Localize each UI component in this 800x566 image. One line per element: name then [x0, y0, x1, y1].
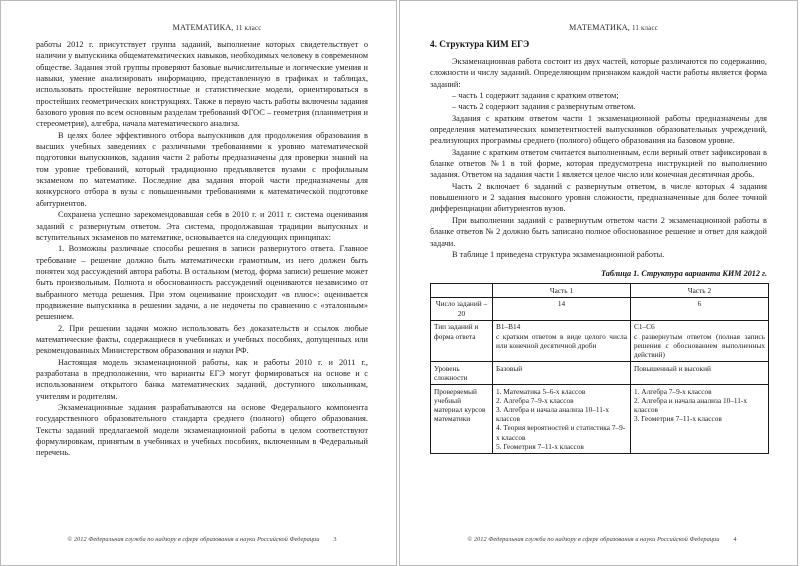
paragraph: В целях более эффективного отбора выпускников для продолжения образования в высших учебных заведениях с различными требованиями к уровню математической подготовки выпускников, задания части 2 работы предназначены для проверки знаний на том уровне требований, который традиционно предъявляется вузами с профильным экзаменом по математике. Последние два задания второй части предназначены для конкурсного отбора в вузы с повышенными требованиями к математической подготовке абитуриентов. [36, 130, 368, 208]
table-caption: Таблица 1. Структура варианта КИМ 2012 г. [601, 269, 767, 279]
cell-level-part2: Повышенный и высокий [631, 362, 769, 385]
cell-type-part1 [493, 320, 631, 361]
structure-table [430, 283, 769, 454]
footer-right [435, 536, 769, 543]
page-number: 4 [733, 536, 737, 543]
dash-item-part1: – часть 1 содержит задания с кратким ответом; [452, 91, 619, 101]
paragraph-principle-2: 2. При решении задачи можно использовать без доказательств и ссылок любые математические факты, содержащиеся в учебниках и учебных пособиях, допущенных или рекомендованных Министерством образования и науки РФ. [36, 323, 368, 356]
paragraph-continued: работы 2012 г. присутствует группа заданий, выполнение которых свидетельствует о наличии у выпускника общематематических навыков, необходимых человеку в современном обществе. Задания этой группы проверяют базовые вычислительные и логические умения и навыки, умение анализировать информацию, представленную в графиках и таблицах, использовать простейшие вероятностные и статистические модели, ориентироваться в простейших геометрических конструкциях. Также в первую часть работы включены задания базового уровня по всем основным разделам требований ФГОС – геометрия (планиметрия и стереометрия), алгебра, начала математического анализа. [36, 40, 368, 129]
table-row-count [431, 297, 769, 320]
running-head-right [460, 23, 767, 32]
page-left-content [36, 23, 368, 555]
paragraph-principle-1: 1. Возможны различные способы решения в записи развернутого ответа. Главное требование – решение должно быть математически грамотным, из него должен быть понятен ход рассуждений автора работы. В остальном (метод, форма записи) решение может быть произвольным. Полнота и обоснованность рассуждений оцениваются независимо от выбранного метода решения. При этом оценивание происходит «в плюс»: оценивается продвижение выпускника в решении задачи, а не недочеты по сравнению с «эталонным» решением. [36, 244, 368, 322]
list-item: 1. Математика 5–6-х классов [496, 386, 586, 396]
cell-type-part2-desc: с развернутым ответом (полная запись решения с обоснованием выполненных действий) [634, 331, 765, 359]
list-item: 3. Геометрия 7–11-х классов [634, 414, 722, 424]
list-item: 4. Теория вероятностей и статистика 7–9-х классов [496, 423, 626, 442]
paragraph: Экзаменационная работа состоит из двух частей, которые различаются по содержанию, сложности и числу заданий. Определяющим признаком каждой части работы является форма заданий: [430, 57, 767, 89]
cell-type-part2 [631, 320, 769, 361]
page-right [399, 0, 798, 566]
paragraph: Настоящая модель экзаменационной работы, как и работы 2010 г. и 2011 г., разработана в предположении, что варианты ЕГЭ могут формироваться на основе и с использованием открытого банка математических заданий, доступного школьникам, учителям и родителям. [36, 357, 368, 401]
table-corner-cell [431, 284, 493, 298]
footer-left [36, 536, 368, 543]
running-head-subject: МАТЕМАТИКА, [172, 23, 234, 32]
paragraph: При выполнении заданий с развернутым ответом части 2 экзаменационной работы в бланке ответов № 2 должно быть записано полное обоснованное решение и ответ для каждой задачи. [430, 215, 767, 248]
list-item: 2. Алгебра и начала анализа 10–11-х классов [634, 395, 748, 414]
cell-type-part2-code: С1–С6 [634, 322, 655, 332]
footer-copyright: © 2012 Федеральная служба по надзору в сфере образования и науки Российской Федерации [467, 536, 720, 543]
list-item: 2. Алгебра 7–9-х классов [496, 395, 574, 405]
paragraph: Задания с кратким ответом части 1 экзаменационной работы предназначены для определения математических компетентностей выпускников образовательных учреждений, реализующих программы среднего (полного) общего образования на базовом уровне. [430, 113, 767, 146]
paragraph: Сохранена успешно зарекомендовавшая себя в 2010 г. и 2011 г. система оценивания заданий с развернутым ответом. Эта система, продолжавшая традиции выпускных и вступительных экзаменов по математике, основывается на следующих принципах: [36, 210, 368, 242]
cell-material-part1 [493, 385, 631, 454]
row-label-type: Тип заданий и форма ответа [431, 320, 493, 361]
running-head-subject: МАТЕМАТИКА, [569, 23, 630, 32]
list-item: 3. Алгебра и начала анализа 10–11-х классов [496, 404, 610, 424]
paragraph: Часть 2 включает 6 заданий с развернутым ответом, в числе которых 4 задания повышенного и 2 задания высокого уровня сложности, предназначенные для более точной дифференциации абитуриентов вузов. [430, 181, 767, 214]
table-row-material [431, 385, 769, 454]
paragraph: Экзаменационные задания разрабатываются на основе Федерального компонента государственного образовательного стандарта среднего (полного) общего образования. Тексты заданий предлагаемой модели экзаменационной работы в целом соответствуют формулировкам, принятым в учебниках и учебных пособиях, включенным в Федеральный перечень. [36, 403, 368, 458]
cell-type-part1-desc: с кратким ответом в виде целого числа или конечной десятичной дроби [496, 331, 627, 350]
running-head-grade: 11 класс [235, 24, 262, 32]
page-right-content [430, 23, 767, 555]
row-label-count: Число заданий – 20 [431, 297, 493, 320]
running-head-grade: 11 класс [632, 24, 658, 32]
table-header-row [431, 284, 769, 298]
list-item: 1. Алгебра 7–9-х классов [634, 386, 712, 396]
section-title: 4. Структура КИМ ЕГЭ [430, 39, 530, 49]
cell-level-part1: Базовый [493, 362, 631, 385]
paragraph-table-ref: В таблице 1 приведена структура экзаменационной работы. [452, 249, 665, 259]
page-left [0, 0, 397, 566]
cell-count-part1: 14 [493, 297, 631, 320]
list-item: 5. Геометрия 7–11-х классов [496, 441, 584, 451]
table-header-part1: Часть 1 [493, 284, 631, 298]
page-number: 3 [333, 536, 337, 543]
table-row-type [431, 320, 769, 361]
table-header-part2: Часть 2 [631, 284, 769, 298]
row-label-level: Уровень сложности [431, 362, 493, 385]
paragraph: Задание с кратким ответом считается выполненным, если верный ответ зафиксирован в бланке ответов №1 в той форме, которая предусмотрена инструкцией по выполнению задания. Ответом на задания части 1 является целое число или конечная десятичная дробь. [430, 147, 767, 180]
running-head-left [66, 23, 368, 32]
cell-count-part2: 6 [631, 297, 769, 320]
row-label-material: Проверяемый учебный материал курсов математики [431, 385, 493, 454]
footer-copyright: © 2012 Федеральная служба по надзору в сфере образования и науки Российской Федерации [67, 536, 320, 543]
table-row-level [431, 362, 769, 385]
cell-material-part2 [631, 385, 769, 454]
dash-item-part2: – часть 2 содержит задания с развернутым ответом. [452, 102, 636, 112]
cell-type-part1-code: B1–B14 [496, 322, 521, 332]
